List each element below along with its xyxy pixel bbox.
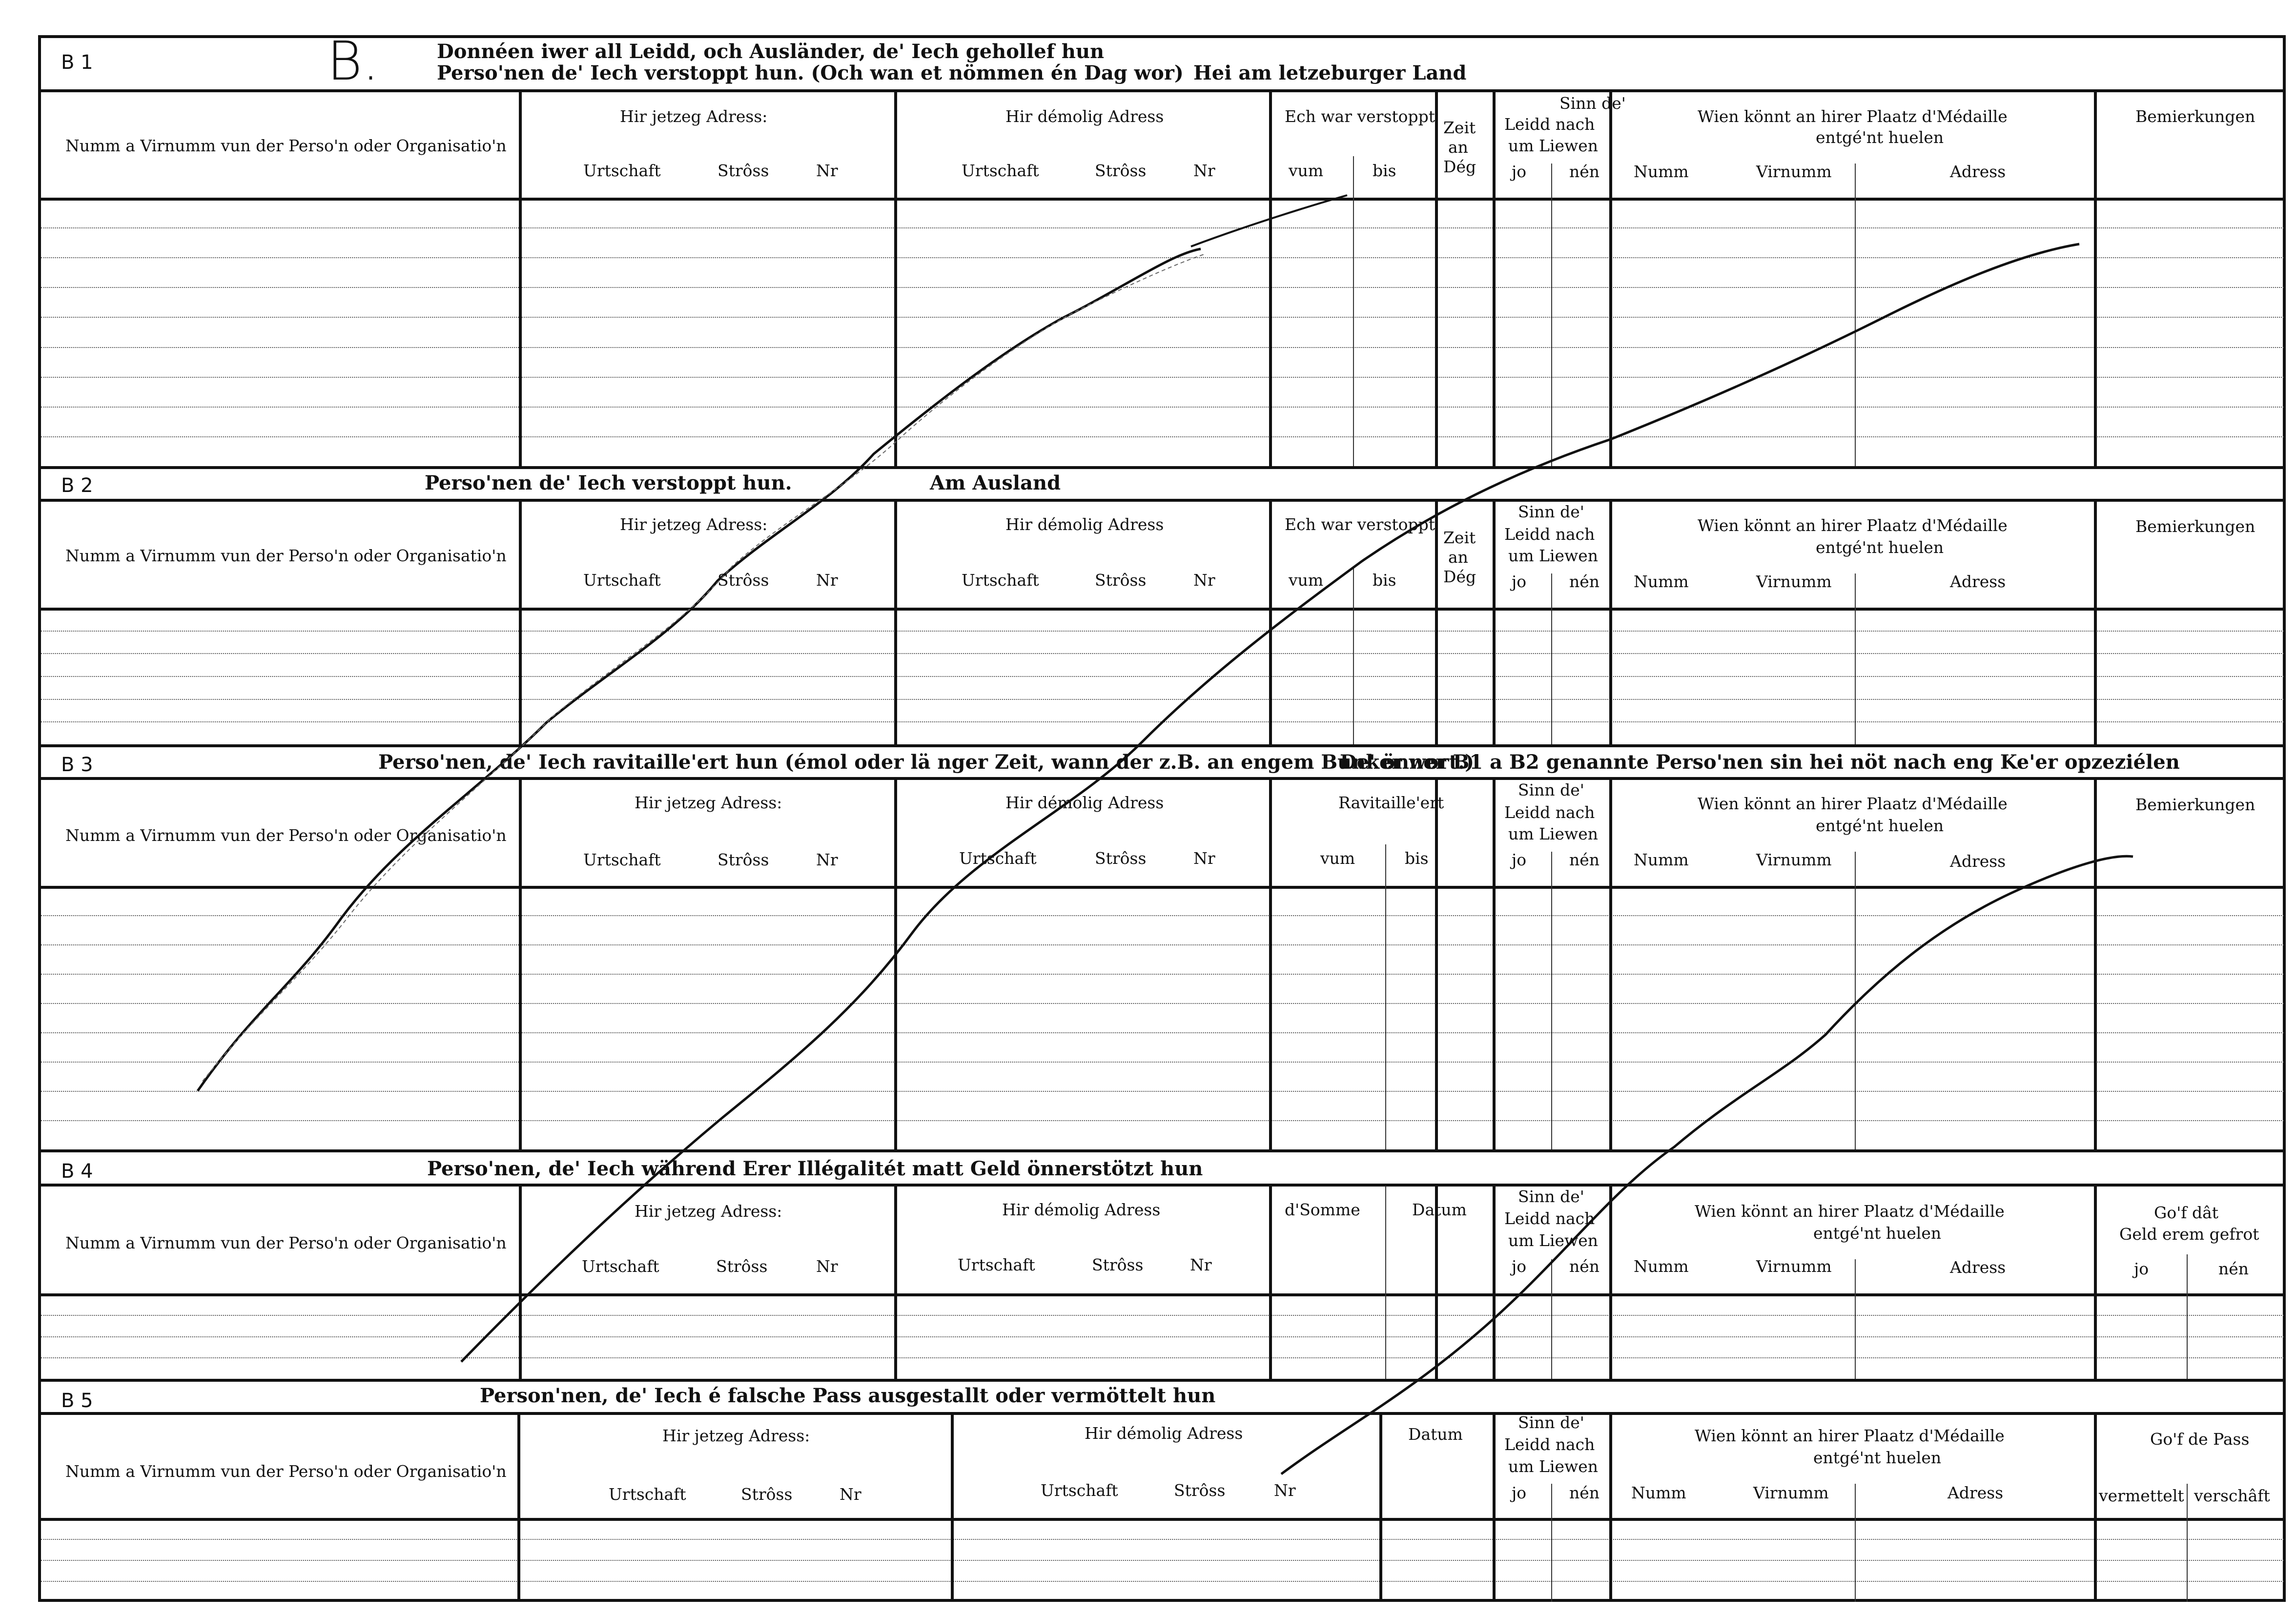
- b5-sinn1: Sinn de': [1518, 1413, 1584, 1432]
- b1-sinn3: um Liewen: [1508, 136, 1599, 155]
- b5-name-col: Numm a Virnumm vun der Perso'n oder Organisatio'n: [65, 1462, 507, 1481]
- b1-urtschaft-b: Urtschaft: [962, 161, 1039, 180]
- b4-adress: Adress: [1950, 1258, 2006, 1277]
- b4-nr-b: Nr: [1190, 1255, 1212, 1274]
- b1-jo: jo: [1512, 162, 1527, 181]
- b2-nen: nén: [1569, 572, 1600, 591]
- b4-label: B 4: [61, 1160, 93, 1183]
- b2-label: B 2: [61, 474, 93, 497]
- b5-stross: Strôss: [741, 1485, 793, 1504]
- pen-stroke-right: [1281, 856, 2133, 1474]
- b4-addr-now: Hir jetzeg Adress:: [635, 1202, 782, 1221]
- b2-stross-b: Strôss: [1095, 571, 1147, 590]
- b4-addr-then: Hir démolig Adress: [1002, 1200, 1161, 1219]
- b3-adress: Adress: [1950, 852, 2006, 871]
- b5-nr: Nr: [840, 1485, 861, 1504]
- b4-money1: Go'f dât: [2154, 1203, 2219, 1222]
- b2-sinn1: Sinn de': [1518, 502, 1584, 521]
- b2-sinn3: um Liewen: [1508, 546, 1599, 565]
- b4-medal1: Wien könnt an hirer Plaatz d'Médaille: [1695, 1202, 2005, 1221]
- b2-urtschaft: Urtschaft: [583, 571, 661, 590]
- b4-name-col: Numm a Virnumm vun der Perso'n oder Organisatio'n: [65, 1233, 507, 1252]
- b5-verschaft: verschâft: [2194, 1486, 2270, 1505]
- b2-addr-now: Hir jetzeg Adress:: [620, 515, 768, 534]
- b5-addr-now: Hir jetzeg Adress:: [662, 1426, 810, 1445]
- b2-remarks: Bemierkungen: [2135, 517, 2255, 536]
- b3-numm: Numm: [1634, 850, 1689, 869]
- b1-name-col: Numm a Virnumm vun der Perso'n oder Organisatio'n: [65, 136, 507, 155]
- b1-stross: Strôss: [718, 161, 769, 180]
- b1-medal1: Wien könnt an hirer Plaatz d'Médaille: [1698, 107, 2008, 126]
- b4-numm: Numm: [1634, 1257, 1689, 1276]
- b3-remarks: Bemierkungen: [2135, 795, 2255, 814]
- b5-medal2: entgé'nt huelen: [1813, 1448, 1942, 1467]
- b2-adress: Adress: [1950, 572, 2006, 591]
- b2-name-col: Numm a Virnumm vun der Perso'n oder Organisatio'n: [65, 546, 507, 565]
- b2-nr-b: Nr: [1193, 571, 1215, 590]
- b1-title-line2: Perso'nen de' Iech verstoppt hun. (Och wan et nömmen én Dag wor): [437, 61, 1184, 84]
- b2-stross: Strôss: [718, 571, 769, 590]
- b1-nr-b: Nr: [1193, 161, 1215, 180]
- pen-stroke-left: [198, 249, 1201, 1091]
- pen-stroke-left-faint: [203, 254, 1206, 1081]
- b4-nen: nén: [1569, 1257, 1600, 1276]
- b3-nr: Nr: [816, 850, 838, 869]
- b1-bis: bis: [1373, 161, 1396, 180]
- b5-label: B 5: [61, 1390, 93, 1412]
- b5-numm: Numm: [1631, 1483, 1686, 1502]
- b2-nr: Nr: [816, 571, 838, 590]
- b2-medal2: entgé'nt huelen: [1816, 538, 1944, 557]
- b2-sinn2: Leidd nach: [1504, 525, 1595, 544]
- b3-nen: nén: [1569, 850, 1600, 869]
- b2-zeit2: an: [1448, 548, 1468, 567]
- b2-zeit3: Dég: [1443, 567, 1476, 586]
- b3-vum: vum: [1320, 849, 1355, 868]
- b1-adress: Adress: [1950, 162, 2006, 181]
- b2-title-extra: Am Ausland: [930, 471, 1061, 494]
- b1-zeit1: Zeit: [1443, 118, 1476, 137]
- b1-urtschaft: Urtschaft: [583, 161, 661, 180]
- pen-stroke-top: [1191, 195, 1347, 246]
- b3-supplied: Ravitaille'ert: [1338, 793, 1444, 812]
- b2-vum: vum: [1289, 571, 1324, 590]
- b1-nr: Nr: [816, 161, 838, 180]
- b3-sinn3: um Liewen: [1508, 824, 1599, 843]
- b5-addr-then: Hir démolig Adress: [1085, 1424, 1243, 1443]
- b4-jo-b: jo: [2134, 1259, 2149, 1278]
- b4-urtschaft: Urtschaft: [582, 1257, 659, 1276]
- b4-jo: jo: [1512, 1257, 1527, 1276]
- b5-sinn2: Leidd nach: [1504, 1435, 1595, 1454]
- b1-sinn1: Sinn de': [1559, 94, 1626, 113]
- b3-nr-b: Nr: [1193, 849, 1215, 868]
- pen-stroke-middle: [461, 244, 2079, 1362]
- b2-urtschaft-b: Urtschaft: [962, 571, 1039, 590]
- b1-hidden: Ech war verstoppt: [1285, 107, 1435, 126]
- b5-nen: nén: [1569, 1483, 1600, 1502]
- form-letter: B.: [327, 30, 379, 92]
- b1-medal2: entgé'nt huelen: [1816, 128, 1944, 147]
- b5-urtschaft: Urtschaft: [609, 1485, 686, 1504]
- b1-zeit3: Dég: [1443, 157, 1476, 176]
- b2-bis: bis: [1373, 571, 1396, 590]
- b1-addr-now: Hir jetzeg Adress:: [620, 107, 768, 126]
- b3-bis: bis: [1405, 849, 1429, 868]
- b4-nen-b: nén: [2218, 1259, 2249, 1278]
- b4-medal2: entgé'nt huelen: [1813, 1224, 1942, 1243]
- b3-name-col: Numm a Virnumm vun der Perso'n oder Organisatio'n: [65, 826, 507, 845]
- b3-urtschaft: Urtschaft: [583, 850, 661, 869]
- b4-sinn1: Sinn de': [1518, 1187, 1584, 1206]
- b2-addr-then: Hir démolig Adress: [1005, 515, 1164, 534]
- b3-stross-b: Strôss: [1095, 849, 1147, 868]
- b1-addr-then: Hir démolig Adress: [1005, 107, 1164, 126]
- b2-jo: jo: [1512, 572, 1527, 591]
- b4-nr: Nr: [816, 1257, 838, 1276]
- b4-stross-b: Strôss: [1092, 1255, 1144, 1274]
- b1-sinn2: Leidd nach: [1504, 115, 1595, 134]
- b4-sinn2: Leidd nach: [1504, 1209, 1595, 1228]
- b3-addr-now: Hir jetzeg Adress:: [635, 793, 782, 812]
- b5-virnumm: Virnumm: [1753, 1483, 1829, 1502]
- b1-numm: Numm: [1634, 162, 1689, 181]
- b5-pass: Go'f de Pass: [2150, 1430, 2250, 1449]
- b5-vermettelt: vermettelt: [2099, 1486, 2184, 1505]
- b5-datum: Datum: [1408, 1425, 1463, 1444]
- b5-title: Person'nen, de' Iech é falsche Pass ausgestallt oder vermöttelt hun: [480, 1384, 1216, 1407]
- b4-money2: Geld erem gefrot: [2119, 1225, 2259, 1244]
- b3-sinn1: Sinn de': [1518, 780, 1584, 799]
- b3-urtschaft-b: Urtschaft: [959, 849, 1037, 868]
- b2-medal1: Wien könnt an hirer Plaatz d'Médaille: [1698, 516, 2008, 535]
- b3-title-extra: De' önner B1 a B2 genannte Perso'nen sin hei nöt nach eng Ke'er opzeziélen: [1340, 751, 2180, 774]
- b1-virnumm: Virnumm: [1756, 162, 1832, 181]
- b2-zeit1: Zeit: [1443, 528, 1476, 547]
- b3-medal1: Wien könnt an hirer Plaatz d'Médaille: [1698, 794, 2008, 813]
- b3-sinn2: Leidd nach: [1504, 803, 1595, 822]
- b4-sinn3: um Liewen: [1508, 1231, 1599, 1250]
- b5-stross-b: Strôss: [1174, 1481, 1226, 1500]
- b1-remarks: Bemierkungen: [2135, 107, 2255, 126]
- b5-jo: jo: [1512, 1483, 1527, 1502]
- b2-hidden: Ech war verstoppt: [1285, 515, 1435, 534]
- b3-medal2: entgé'nt huelen: [1816, 816, 1944, 835]
- b3-title: Perso'nen, de' Iech ravitaille'ert hun (émol oder lä nger Zeit, wann der z.B. an engem Bunker wort.): [378, 751, 1474, 774]
- b2-title: Perso'nen de' Iech verstoppt hun.: [425, 471, 792, 494]
- b3-jo: jo: [1512, 850, 1527, 869]
- b5-adress: Adress: [1948, 1483, 2004, 1502]
- b5-medal1: Wien könnt an hirer Plaatz d'Médaille: [1695, 1426, 2005, 1445]
- b1-stross-b: Strôss: [1095, 161, 1147, 180]
- b5-sinn3: um Liewen: [1508, 1457, 1599, 1476]
- b2-numm: Numm: [1634, 572, 1689, 591]
- b1-zeit2: an: [1448, 138, 1468, 157]
- b1-title-line1: Donnéen iwer all Leidd, och Ausländer, de' Iech gehollef hun: [437, 40, 1105, 63]
- b4-sum: d'Somme: [1285, 1200, 1360, 1219]
- b1-label: B 1: [61, 51, 93, 74]
- b2-virnumm: Virnumm: [1756, 572, 1832, 591]
- b3-virnumm: Virnumm: [1756, 850, 1832, 869]
- b5-urtschaft-b: Urtschaft: [1041, 1481, 1118, 1500]
- b1-nen: nén: [1569, 162, 1600, 181]
- b4-stross: Strôss: [716, 1257, 768, 1276]
- b3-label: B 3: [61, 754, 93, 776]
- b4-urtschaft-b: Urtschaft: [958, 1255, 1035, 1274]
- b1-title-extra: Hei am letzeburger Land: [1193, 61, 1467, 84]
- b4-virnumm: Virnumm: [1756, 1257, 1832, 1276]
- b4-datum: Datum: [1412, 1200, 1467, 1219]
- b4-title: Perso'nen, de' Iech während Erer Illégalitét matt Geld önnerstötzt hun: [427, 1157, 1203, 1180]
- b5-nr-b: Nr: [1274, 1481, 1296, 1500]
- b1-vum: vum: [1289, 161, 1324, 180]
- b3-addr-then: Hir démolig Adress: [1005, 793, 1164, 812]
- b3-stross: Strôss: [718, 850, 769, 869]
